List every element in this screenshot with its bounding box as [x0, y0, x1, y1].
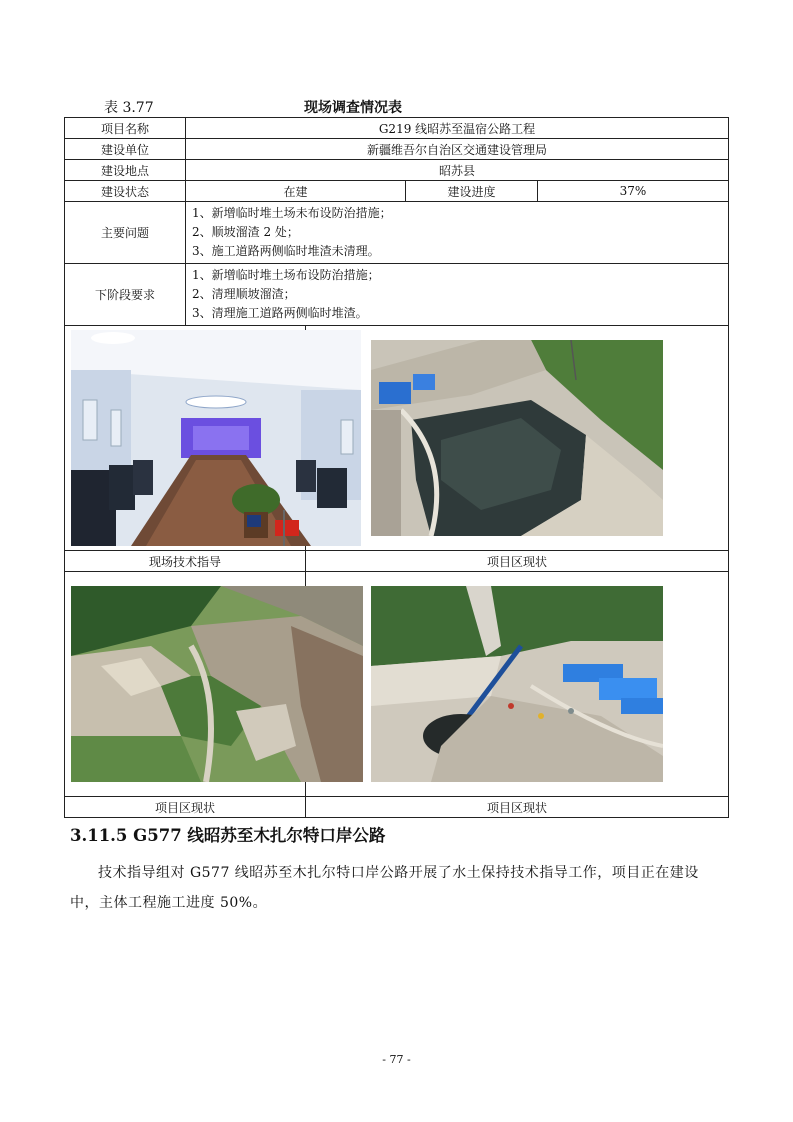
requirement-item: 1、新增临时堆土场布设防治措施；: [192, 268, 380, 282]
photo-caption: 项目区现状: [306, 797, 729, 818]
progress-value: 37%: [538, 181, 729, 202]
project-name: G219 线昭苏至温宿公路工程: [186, 118, 729, 139]
photo-cell: [306, 572, 729, 797]
table-row: [65, 139, 729, 160]
progress-label: 建设进度: [406, 181, 538, 202]
site-photo-spoil-area: [371, 340, 663, 536]
table-number: 表 3.77: [104, 100, 154, 116]
table-row: [65, 797, 729, 818]
photo-cell: [65, 572, 306, 797]
page-number: - 77 -: [382, 1053, 411, 1066]
survey-table: [64, 117, 729, 818]
table-row: [65, 118, 729, 139]
status-value: 在建: [186, 181, 406, 202]
photo-row: [65, 326, 729, 551]
table-row: [65, 551, 729, 572]
table-caption: [104, 97, 664, 117]
issue-item: 3、施工道路两侧临时堆渣未清理。: [192, 244, 380, 258]
photo-cell: [306, 326, 729, 551]
table-row: [65, 160, 729, 181]
location-value: 昭苏县: [186, 160, 729, 181]
next-stage-label: 下阶段要求: [65, 264, 186, 326]
table-row: [65, 181, 729, 202]
site-photo-slope: [71, 586, 363, 782]
builder-value: 新疆维吾尔自治区交通建设管理局: [186, 139, 729, 160]
section-heading: 3.11.5 G577 线昭苏至木扎尔特口岸公路: [70, 826, 386, 845]
photo-caption: 项目区现状: [65, 797, 306, 818]
photo-caption: 现场技术指导: [65, 551, 306, 572]
project-name-label: 项目名称: [65, 118, 186, 139]
table-row: [65, 202, 729, 264]
photo-caption: 项目区现状: [306, 551, 729, 572]
next-stage-list: [186, 264, 729, 326]
issue-item: 1、新增临时堆土场未布设防治措施；: [192, 206, 392, 220]
table-title: 现场调查情况表: [304, 100, 402, 116]
location-label: 建设地点: [65, 160, 186, 181]
issue-item: 2、顺坡溜渣 2 处；: [192, 225, 299, 239]
issues-list: [186, 202, 729, 264]
issues-label: 主要问题: [65, 202, 186, 264]
requirement-item: 3、清理施工道路两侧临时堆渣。: [192, 306, 368, 320]
table-row: [65, 264, 729, 326]
photo-cell: [65, 326, 306, 551]
builder-label: 建设单位: [65, 139, 186, 160]
requirement-item: 2、清理顺坡溜渣；: [192, 287, 296, 301]
site-photo-plant: [371, 586, 663, 782]
meeting-room-photo: [71, 330, 361, 546]
photo-row: [65, 572, 729, 797]
section-body: 技术指导组对 G577 线昭苏至木扎尔特口岸公路开展了水土保持技术指导工作，项目正在建设中，主体工程施工进度 50%。: [70, 865, 699, 911]
status-label: 建设状态: [65, 181, 186, 202]
